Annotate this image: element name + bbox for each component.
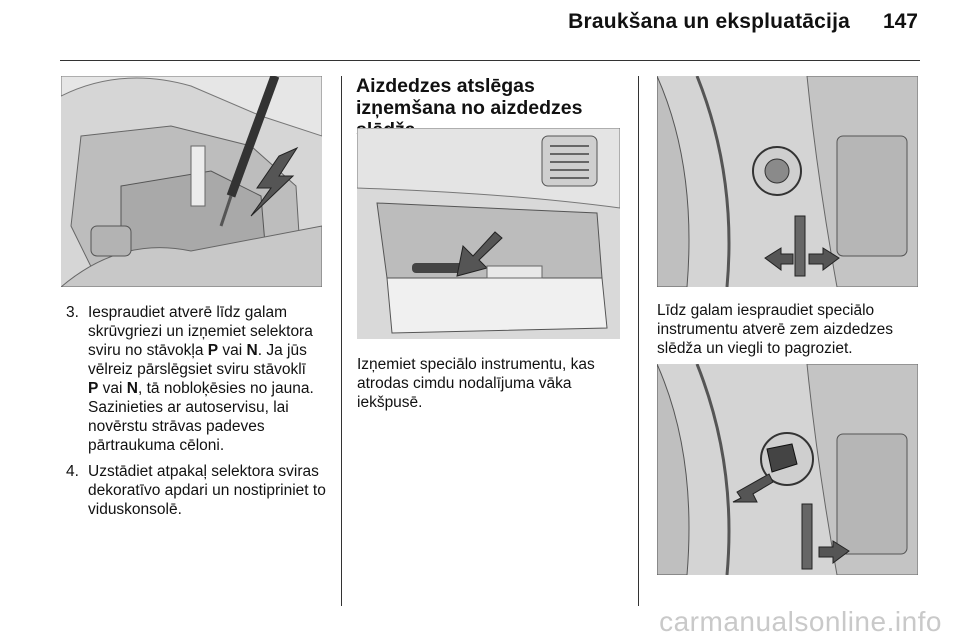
list-item: 3. Iespraudiet atverē līdz galam skrūvgriezi un izņemiet selektora sviru no stāvokļa P vai N. Ja jūs vēlreiz pārslēgsiet sviru stāvoklī P vai N, tā nobloķēsies no jauna. Sazinieties ar autoservisu, lai novērstu strāvas padeves pārtraukuma cēloni. — [66, 304, 314, 454]
list-number: 3. — [66, 304, 79, 321]
ignition-removal-figure — [657, 364, 918, 575]
glovebox-instruction: Izņemiet speciālo instrumentu, kas atrodas cimdu nodalījuma vāka iekšpusē. — [357, 356, 595, 411]
column-divider-right — [638, 76, 639, 606]
page-number: 147 — [882, 10, 918, 33]
watermark: carmanualsonline.info — [659, 606, 942, 637]
gear-position-p: P — [88, 380, 99, 397]
list-item: 4. Uzstādiet atpakaļ selektora sviras dekoratīvo apdari un nostipriniet to viduskonsolē. — [66, 463, 326, 518]
gear-selector-screwdriver-illustration — [61, 76, 322, 287]
ignition-tool-insert-illustration — [657, 76, 918, 287]
column-divider-left — [341, 76, 342, 606]
ignition-insert-instruction: Līdz galam iespraudiet speciālo instrumentu atverē zem aizdedzes slēdža un viegli to pagroziet. — [657, 302, 894, 357]
gear-position-n: N — [126, 380, 138, 397]
section-heading: Aizdedzes atslēgas izņemšana no aizdedzes — [356, 75, 583, 119]
glovebox-tool-illustration — [357, 128, 620, 339]
gear-position-p: P — [207, 342, 219, 359]
header-divider — [60, 60, 920, 61]
ignition-insert-figure — [657, 76, 918, 287]
glovebox-figure — [357, 128, 620, 339]
gear-selector-figure — [61, 76, 322, 287]
list-number: 4. — [66, 463, 79, 480]
ignition-key-removal-illustration — [657, 364, 918, 575]
gear-position-n: N — [246, 342, 258, 359]
instruction-list — [66, 303, 334, 526]
section-title: Braukšana un ekspluatācija — [568, 10, 850, 33]
